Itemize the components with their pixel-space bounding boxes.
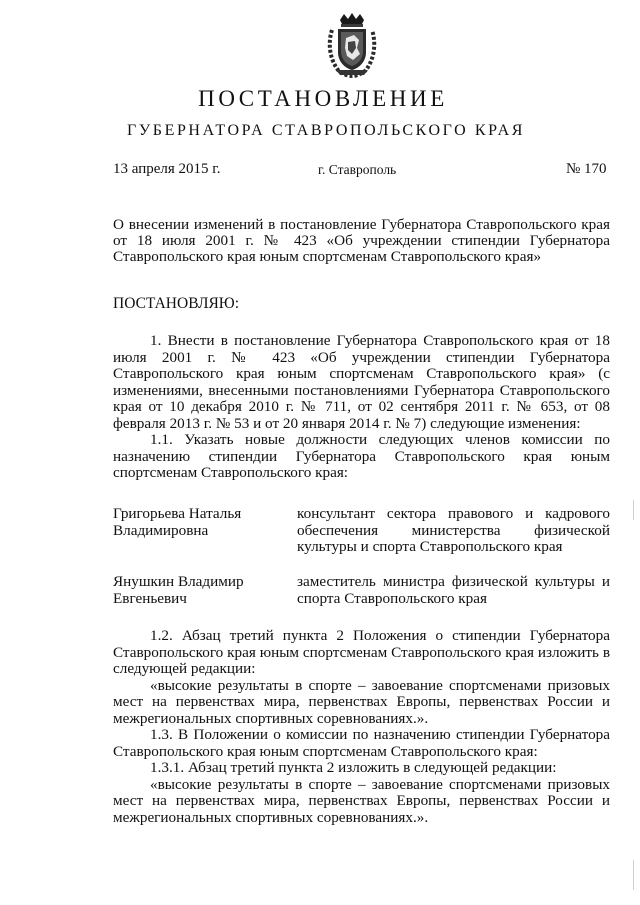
scan-edge-mark bbox=[633, 860, 634, 890]
member-role: консультант сектора правового и кадрового обеспечения министерства физической культуры и спорта Ставропольского края bbox=[297, 505, 610, 555]
scan-edge-mark bbox=[633, 500, 634, 520]
paragraph-1-3-1: 1.3.1. Абзац третий пункта 2 изложить в следующей редакции: bbox=[150, 759, 557, 776]
decree-word: ПОСТАНОВЛЯЮ: bbox=[113, 295, 240, 312]
body-part-2 bbox=[113, 628, 610, 826]
quote-1: «высокие результаты в спорте – завоевание спортсменами призовых мест на первенствах мира, первенствах Европы, первенствах России и межрегиональных спортивных соревнованиях.». bbox=[113, 676, 610, 727]
document-date: 13 апреля 2015 г. bbox=[113, 161, 221, 177]
paragraph-1-1: 1.1. Указать новые должности следующих членов комиссии по назначению стипендии Губернатора Ставропольского края юным спортсменам Ставропольского края: bbox=[113, 431, 610, 481]
member-name: Янушкин Владимир Евгеньевич bbox=[113, 573, 244, 607]
document-subject: О внесении изменений в постановление Губернатора Ставропольского края от 18 июля 2001 г. № 423 «Об учреждении стипендии Губернатора Ставропольского края юным спортсменам Ставропольского края» bbox=[113, 216, 610, 265]
member-row bbox=[113, 574, 610, 614]
paragraph-1-3: 1.3. В Положении о комиссии по назначению стипендии Губернатора Ставропольского края юным спортсменам Ставропольского края: bbox=[113, 726, 610, 760]
quote-2: «высокие результаты в спорте – завоевание спортсменами призовых мест на первенствах мира, первенствах Европы, первенствах России и межрегиональных спортивных соревнованиях.». bbox=[113, 775, 610, 826]
member-role: заместитель министра физической культуры и спорта Ставропольского края bbox=[297, 573, 610, 607]
document-title: ПОСТАНОВЛЕНИЕ bbox=[198, 86, 448, 111]
document-city: г. Ставрополь bbox=[318, 162, 397, 177]
paragraph-1: 1. Внести в постановление Губернатора Ставропольского края от 18 июля 2001 г. № 423 «Об учреждении стипендии Губернатора Ставропольского края юным спортсменам Ставропольского края» (с изменениями, внесенными постановлениями Губернатора Ставропольского края от 10 декабря 2010 г. № 711, от 02 сентября 2011 г. № 653, от 08 февраля 2013 г. № 53 и от 20 января 2014 г. № 7) следующие изменения: bbox=[113, 332, 610, 432]
member-row bbox=[113, 506, 610, 576]
document-issuer: ГУБЕРНАТОРА СТАВРОПОЛЬСКОГО КРАЯ bbox=[127, 122, 525, 139]
document-number: № 170 bbox=[566, 161, 607, 177]
member-name: Григорьева Наталья Владимировна bbox=[113, 505, 242, 539]
body-part-1 bbox=[113, 333, 610, 482]
coat-of-arms-icon bbox=[326, 12, 378, 78]
paragraph-1-2: 1.2. Абзац третий пункта 2 Положения о стипендии Губернатора Ставропольского края юным спортсменам Ставропольского края изложить в следующей редакции: bbox=[113, 627, 610, 677]
